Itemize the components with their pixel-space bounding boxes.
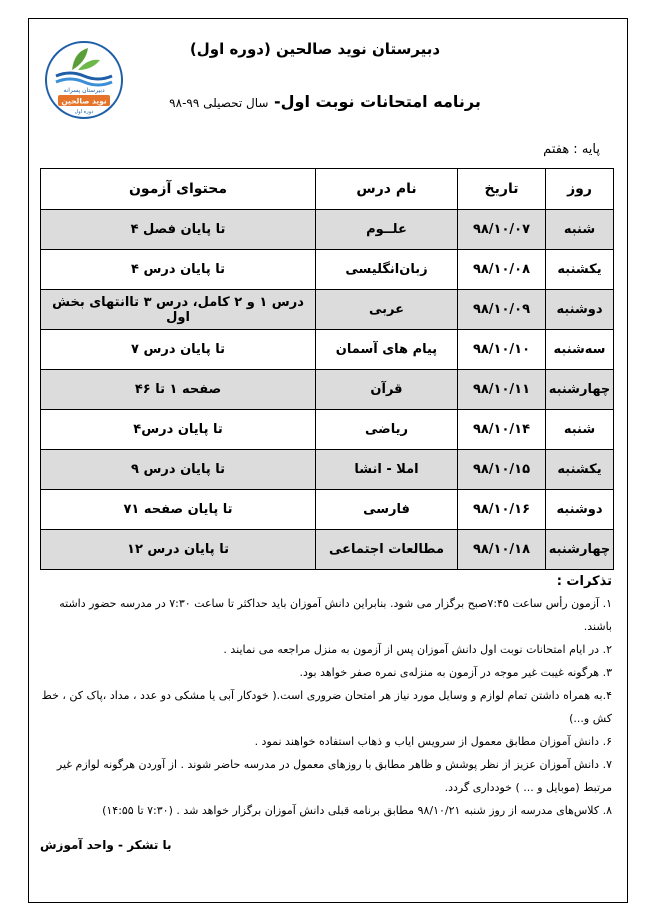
school-name: دبیرستان نوید صالحین (دوره اول) bbox=[189, 40, 441, 58]
cell-content: تا پایان درس۴ bbox=[41, 410, 316, 450]
cell-day: یکشنبه bbox=[546, 250, 614, 290]
cell-course: عربی bbox=[316, 290, 458, 330]
cell-course: ریاضی bbox=[316, 410, 458, 450]
note-item: ۲. در ایام امتحانات نوبت اول دانش آموزان پس از آزمون به منزل مراجعه می نمایند . bbox=[223, 643, 612, 656]
cell-date: ۹۸/۱۰/۱۰ bbox=[458, 330, 546, 370]
school-logo bbox=[44, 40, 124, 120]
cell-course: زبان‌انگلیسی bbox=[316, 250, 458, 290]
cell-course: املا - انشا bbox=[316, 450, 458, 490]
cell-date: ۹۸/۱۰/۰۸ bbox=[458, 250, 546, 290]
cell-date: ۹۸/۱۰/۰۷ bbox=[458, 210, 546, 250]
note-item: ۳. هرگونه غیبت غیر موجه در آزمون به منزله‌ی نمره صفر خواهد بود. bbox=[299, 666, 612, 679]
table-row bbox=[41, 410, 614, 450]
table-row bbox=[41, 250, 614, 290]
program-year: سال تحصیلی ۹۹-۹۸ bbox=[169, 96, 269, 110]
table-row bbox=[41, 290, 614, 330]
cell-date: ۹۸/۱۰/۱۵ bbox=[458, 450, 546, 490]
table-header-row bbox=[41, 169, 614, 210]
header-day: روز bbox=[546, 169, 614, 210]
logo-text-2: نوید صالحین bbox=[61, 96, 107, 106]
cell-content: تا پایان درس ۹ bbox=[41, 450, 316, 490]
cell-date: ۹۸/۱۰/۱۶ bbox=[458, 490, 546, 530]
cell-day: دوشنبه bbox=[546, 490, 614, 530]
cell-date: ۹۸/۱۰/۰۹ bbox=[458, 290, 546, 330]
notes-section bbox=[37, 572, 612, 822]
cell-content: تا پایان صفحه ۷۱ bbox=[41, 490, 316, 530]
table-row bbox=[41, 370, 614, 410]
notes-heading: تذکرات : bbox=[556, 574, 612, 589]
cell-content: تا پایان درس ۴ bbox=[41, 250, 316, 290]
table-row bbox=[41, 450, 614, 490]
program-title-line bbox=[140, 92, 510, 111]
grade-label: پایه : هفتم bbox=[543, 142, 600, 157]
program-title: برنامه امتحانات نوبت اول- bbox=[274, 92, 481, 111]
header-course: نام درس bbox=[316, 169, 458, 210]
signature: با تشکر - واحد آموزش bbox=[40, 838, 172, 852]
table-row bbox=[41, 210, 614, 250]
table-row bbox=[41, 530, 614, 570]
cell-day: چهارشنبه bbox=[546, 530, 614, 570]
cell-course: قرآن bbox=[316, 370, 458, 410]
note-item: ۷. دانش آموزان عزیز از نظر پوشش و ظاهر مطابق با روزهای معمول در مدرسه حاضر شوند . از آوردن هرگونه لوازم غیر مرتبط (موبایل و ... ) خودداری گردد. bbox=[56, 758, 612, 794]
note-item: ۱. آزمون رأس ساعت ۷:۴۵صبح برگزار می شود. بنابراین دانش آموزان باید حداکثر تا ساعت ۷:۳۰ در مدرسه حضور داشته باشند. bbox=[59, 597, 612, 633]
cell-day: یکشنبه bbox=[546, 450, 614, 490]
cell-content: درس ۱ و ۲ کامل، درس ۳ تاانتهای بخش اول bbox=[41, 290, 316, 330]
cell-date: ۹۸/۱۰/۱۴ bbox=[458, 410, 546, 450]
exam-schedule-table bbox=[40, 168, 614, 570]
cell-content: تا پایان فصل ۴ bbox=[41, 210, 316, 250]
cell-day: دوشنبه bbox=[546, 290, 614, 330]
header-date: تاریخ bbox=[458, 169, 546, 210]
cell-date: ۹۸/۱۰/۱۱ bbox=[458, 370, 546, 410]
table-row bbox=[41, 490, 614, 530]
cell-content: صفحه ۱ تا ۴۶ bbox=[41, 370, 316, 410]
cell-day: شنبه bbox=[546, 210, 614, 250]
note-item: ۸. کلاس‌های مدرسه از روز شنبه ۹۸/۱۰/۲۱ مطابق برنامه قبلی دانش آموزان برگزار خواهد شد . (۷:۳۰ تا ۱۴:۵۵) bbox=[102, 804, 612, 817]
table-row bbox=[41, 330, 614, 370]
cell-day: شنبه bbox=[546, 410, 614, 450]
cell-date: ۹۸/۱۰/۱۸ bbox=[458, 530, 546, 570]
cell-course: پیام های آسمان bbox=[316, 330, 458, 370]
cell-course: مطالعات اجتماعی bbox=[316, 530, 458, 570]
cell-content: تا پایان درس ۷ bbox=[41, 330, 316, 370]
cell-course: فارسی bbox=[316, 490, 458, 530]
note-item: ۶. دانش آموزان مطابق معمول از سرویس ایاب و ذهاب استفاده خواهند نمود . bbox=[254, 735, 612, 748]
logo-text-3: دوره اول bbox=[74, 109, 94, 115]
cell-course: علــوم bbox=[316, 210, 458, 250]
cell-day: چهارشنبه bbox=[546, 370, 614, 410]
cell-content: تا پایان درس ۱۲ bbox=[41, 530, 316, 570]
logo-text-1: دبیرستان پسرانه bbox=[63, 87, 105, 94]
note-item: ۴.به همراه داشتن تمام لوازم و وسایل مورد نیاز هر امتحان ضروری است.( خودکار آبی یا مشکی دو عدد ، مداد ،پاک کن ، خط کش و...) bbox=[41, 689, 612, 725]
header-content: محتوای آزمون bbox=[41, 169, 316, 210]
cell-day: سه‌شنبه bbox=[546, 330, 614, 370]
